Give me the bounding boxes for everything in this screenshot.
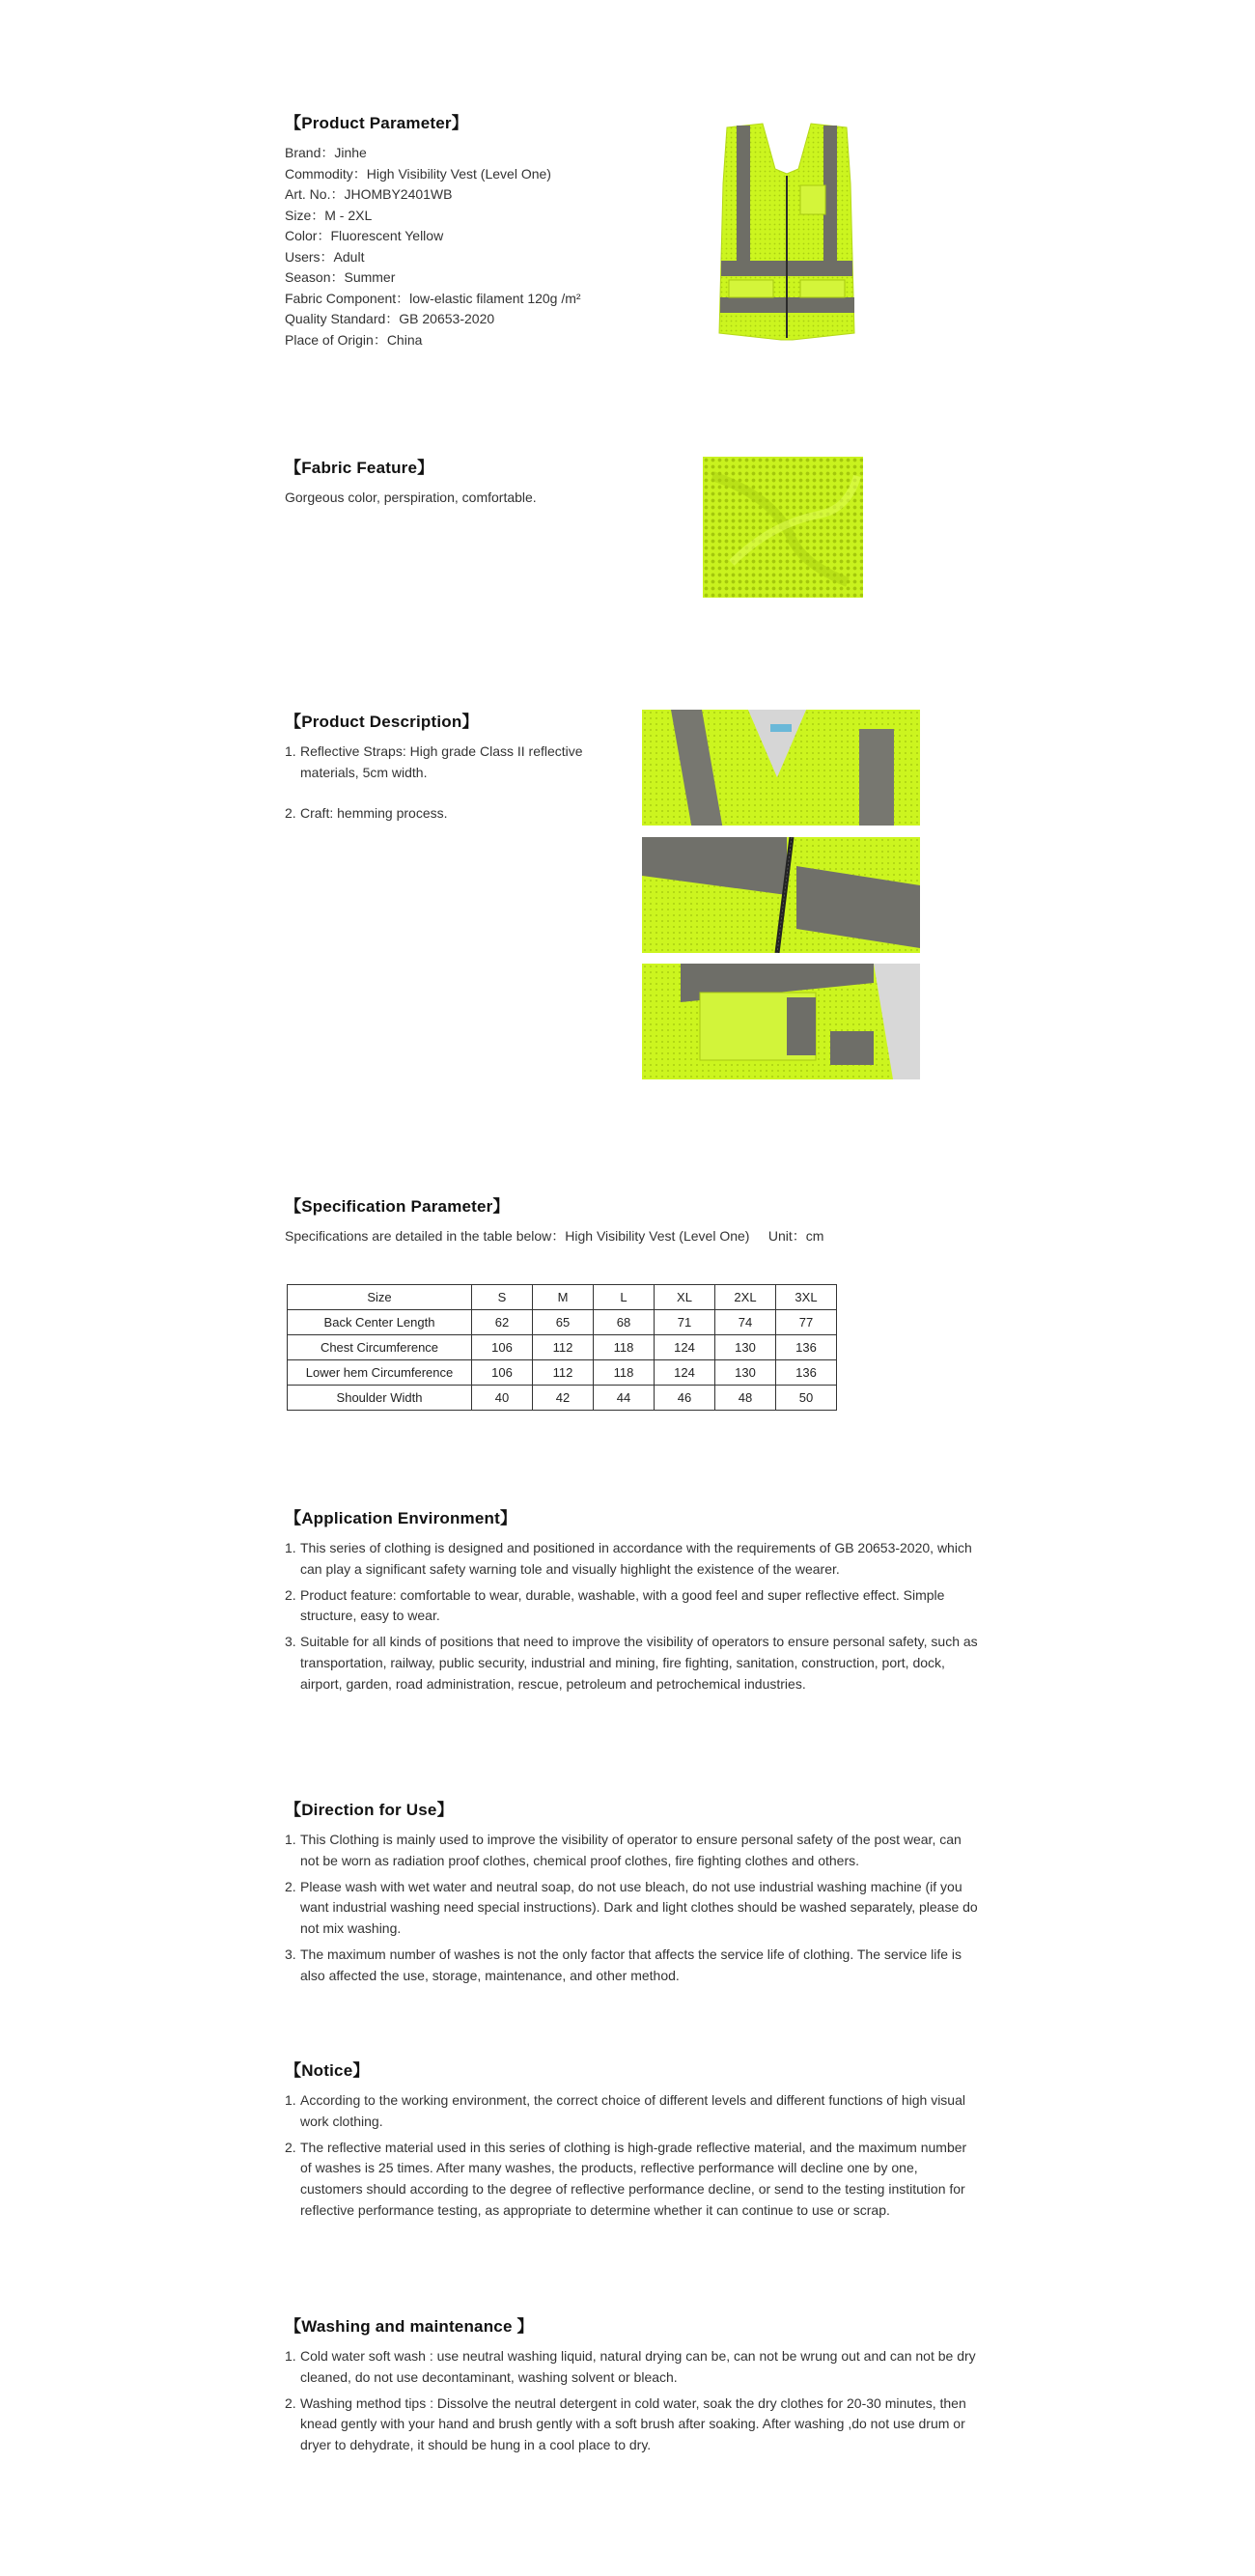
param-season: Season：Summer [285, 269, 396, 285]
list-item: 2. Craft: hemming process. [285, 804, 448, 821]
list-item: 2. Please wash with wet water and neutral soap, do not use bleach, do not use industrial washing machine (if you want industrial washing need special instructions). Dark and light clothes should be washed separately, please do not mix washing. [285, 1878, 978, 1937]
direction-title: 【Direction for Use】 [285, 1801, 454, 1819]
application-title: 【Application Environment】 [285, 1509, 517, 1527]
param-quality-standard: Quality Standard：GB 20653-2020 [285, 311, 495, 326]
table-row: Shoulder Width 40 42 44 46 48 50 [288, 1386, 837, 1411]
fabric-feature-section [285, 454, 690, 509]
param-commodity: Commodity：High Visibility Vest (Level One) [285, 165, 551, 182]
list-item: 3. Suitable for all kinds of positions that need to improve the visibility of operators to ensure personal safety, such as transportation, railway, public security, industrial and mining, fire fighting, sanitation, construction, port, dock, airport, garden, road administration, rescue, petroleum and petrochemical industries. [285, 1634, 978, 1692]
product-description-list [285, 742, 618, 824]
specification-intro: Specifications are detailed in the table below：High Visibility Vest (Level One) Unit：cm [285, 1228, 824, 1244]
direction-section [285, 1796, 980, 1992]
list-item: 1. Reflective Straps: High grade Class II reflective materials, 5cm width. [285, 743, 583, 780]
param-fabric-component: Fabric Component：low-elastic filament 120g /m² [285, 290, 581, 306]
param-brand: Brand：Jinhe [285, 145, 367, 160]
specification-table [287, 1284, 837, 1411]
vest-product-image [710, 116, 864, 348]
list-item: 1. This series of clothing is designed and positioned in accordance with the requirements of GB 20653-2020, which can play a significant safety warning tole and visually highlight the existence of the wearer. [285, 1540, 972, 1577]
list-item: 2. The reflective material used in this series of clothing is high-grade reflective material, and the maximum number of washes is 25 times. After many washes, the products, reflective performance will decline one by one, customers should according to the degree of reflective performance decline, or send to the testing institution for reflective performance testing, as appropriate to determine whether it can continue to use or scrap. [285, 2139, 967, 2218]
vest-illustration [710, 116, 864, 348]
washing-list [285, 2346, 980, 2456]
fabric-feature-title: 【Fabric Feature】 [285, 459, 434, 477]
list-item: 1. Cold water soft wash : use neutral washing liquid, natural drying can be, can not be wrung out and can not be dry cleaned, do not use decontaminant, washing solvent or bleach. [285, 2348, 976, 2385]
notice-list [285, 2090, 980, 2222]
product-parameter-title: 【Product Parameter】 [285, 114, 468, 132]
param-color: Color：Fluorescent Yellow [285, 228, 444, 243]
list-item: 2. Washing method tips : Dissolve the neutral detergent in cold water, soak the dry clothes for 20-30 minutes, then knead gently with your hand and brush gently with a soft brush after soaking. After washing ,do not use drum or dryer to dehydrate, it should be hung in a cool place to dry. [285, 2394, 966, 2453]
table-row: Chest Circumference 106 112 118 124 130 136 [288, 1335, 837, 1360]
table-row: Back Center Length 62 65 68 71 74 77 [288, 1310, 837, 1335]
product-parameter-section [285, 109, 710, 350]
table-header-row: Size S M L XL 2XL 3XL [288, 1285, 837, 1310]
table-row: Lower hem Circumference 106 112 118 124 130 136 [288, 1360, 837, 1386]
param-place-of-origin: Place of Origin：China [285, 331, 423, 348]
param-size: Size：M - 2XL [285, 207, 373, 223]
fabric-fold-shading [703, 457, 863, 598]
detail-image-zipper [642, 837, 920, 953]
detail-image-shoulder [642, 710, 920, 826]
detail-image-pocket [642, 964, 920, 1079]
specification-title: 【Specification Parameter】 [285, 1197, 510, 1216]
specification-section [285, 1192, 980, 1247]
param-art-no: Art. No.：JHOMBY2401WB [285, 186, 453, 202]
washing-title: 【Washing and maintenance 】 [285, 2317, 534, 2336]
notice-section [285, 2057, 980, 2226]
application-section [285, 1504, 980, 1700]
washing-section [285, 2312, 980, 2461]
list-item: 1. According to the working environment, the correct choice of different levels and different functions of high visual work clothing. [285, 2092, 965, 2129]
list-item: 2. Product feature: comfortable to wear, durable, washable, with a good feel and super reflective effect. Simple structure, easy to wear. [285, 1586, 945, 1624]
list-item: 1. This Clothing is mainly used to improve the visibility of operator to ensure personal safety of the post wear, can not be worn as radiation proof clothes, chemical proof clothes, fire fighting clothes and others. [285, 1832, 962, 1868]
notice-title: 【Notice】 [285, 2061, 370, 2080]
product-description-title: 【Product Description】 [285, 713, 479, 731]
application-list [285, 1538, 980, 1695]
direction-list [285, 1830, 980, 1987]
param-users: Users：Adult [285, 248, 365, 265]
fabric-feature-text: Gorgeous color, perspiration, comfortable. [285, 490, 537, 505]
product-description-section [285, 708, 618, 828]
list-item: 3. The maximum number of washes is not the only factor that affects the service life of clothing. The service life is also affected the use, storage, maintenance, and other method. [285, 1946, 962, 1983]
fabric-mesh-image [703, 457, 863, 598]
